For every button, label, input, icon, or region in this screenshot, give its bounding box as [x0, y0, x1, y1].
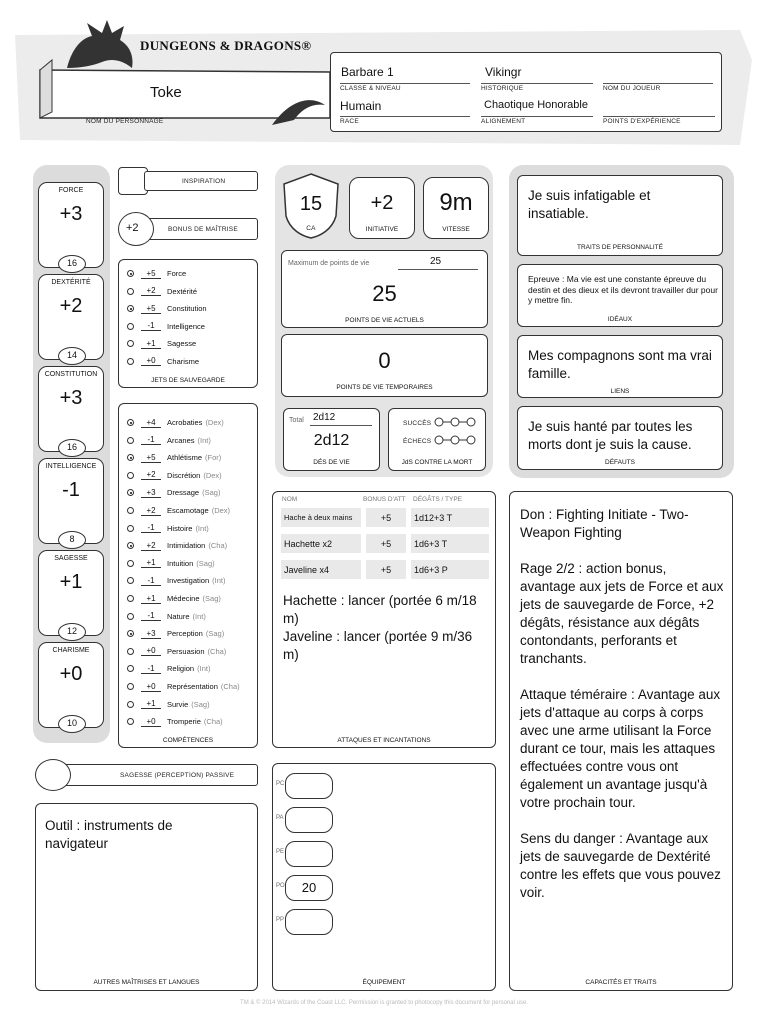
- proficiency-radio[interactable]: [127, 542, 134, 549]
- coin-type-label: PC: [276, 781, 285, 787]
- proficiency-radio[interactable]: [127, 560, 134, 567]
- proficiency-radio[interactable]: [127, 323, 134, 330]
- attack-damage-field[interactable]: 1d6+3 P: [411, 560, 489, 579]
- race-label: RACE: [340, 116, 470, 125]
- skill-ability: (Int): [197, 664, 211, 674]
- skill-ability: (Dex): [203, 470, 222, 480]
- proficiency-radio[interactable]: [127, 288, 134, 295]
- saving-throw-name: Force: [167, 269, 187, 278]
- hp-max-value[interactable]: 25: [430, 256, 442, 267]
- skill-row: [127, 467, 222, 484]
- speed-value[interactable]: 9m: [439, 189, 473, 216]
- death-success-checkboxes[interactable]: [433, 416, 479, 428]
- saving-throw-name: Constitution: [167, 304, 207, 313]
- death-fail-checkboxes[interactable]: [433, 434, 479, 446]
- skill-name: Escamotage: [167, 506, 209, 515]
- attack-bonus-field[interactable]: +5: [366, 560, 406, 579]
- attacks-col-damage: DÉGÂTS / TYPE: [413, 496, 463, 503]
- skill-value[interactable]: +2: [141, 541, 161, 551]
- skill-value[interactable]: +1: [141, 594, 161, 604]
- ability-5-box: [38, 642, 104, 728]
- hit-dice-total-value[interactable]: 2d12: [313, 412, 336, 423]
- footer-copyright: TM & © 2014 Wizards of the Coast LLC. Permission is granted to photocopy this document for personal use.: [240, 1000, 528, 1006]
- hp-max-line: [398, 269, 478, 270]
- skill-name: Arcanes: [167, 435, 195, 445]
- skill-value[interactable]: -1: [141, 576, 161, 586]
- skill-value[interactable]: +0: [141, 682, 161, 692]
- hp-current-value[interactable]: 25: [372, 281, 397, 306]
- coin-pe-field[interactable]: [276, 841, 333, 867]
- skill-row: [127, 590, 221, 607]
- skill-ability: (Dex): [211, 506, 231, 515]
- ability-name: FORCE: [58, 187, 84, 194]
- skill-name: Discrétion: [167, 470, 201, 480]
- initiative-box: [349, 177, 415, 239]
- death-success-label: SUCCÈS: [403, 420, 432, 427]
- skill-name: Survie: [167, 699, 189, 709]
- skill-row: [127, 660, 210, 677]
- attack-bonus-field[interactable]: +5: [366, 508, 406, 527]
- player-name-label: NOM DU JOUEUR: [603, 83, 713, 92]
- character-name-label: NOM DU PERSONNAGE: [86, 118, 164, 125]
- coin-type-label: PP: [276, 917, 285, 923]
- ability-name: CHARISME: [52, 647, 90, 654]
- proficiency-bonus-value[interactable]: +2: [126, 222, 139, 234]
- saving-throw-value[interactable]: +5: [141, 269, 161, 279]
- speed-label: VITESSE: [442, 226, 470, 233]
- skill-name: Acrobaties: [167, 418, 203, 427]
- inspiration-box: [118, 167, 258, 195]
- skill-ability: (Sag): [196, 558, 215, 568]
- skills-box: [118, 403, 258, 748]
- skill-row: [127, 643, 226, 660]
- saving-throw-row: [127, 283, 197, 300]
- coin-type-label: PA: [276, 815, 284, 821]
- passive-perception-field[interactable]: [35, 759, 71, 791]
- ability-score[interactable]: 14: [58, 347, 86, 365]
- saving-throw-name: Charisme: [167, 356, 200, 366]
- proficiency-radio[interactable]: [127, 419, 134, 426]
- proficiency-radio[interactable]: [127, 577, 134, 584]
- skill-ability: (Sag): [202, 488, 221, 498]
- features-traits-box: [509, 491, 733, 991]
- proficiency-bonus-label: BONUS DE MAÎTRISE: [168, 226, 238, 233]
- skill-row: [127, 678, 240, 695]
- saving-throw-value[interactable]: +5: [141, 304, 161, 314]
- skill-row: [127, 449, 221, 466]
- skill-row: [127, 625, 224, 642]
- ability-score[interactable]: 8: [58, 531, 86, 549]
- class-level-label: CLASSE & NIVEAU: [340, 83, 470, 92]
- proficiency-radio[interactable]: [127, 507, 134, 514]
- armor-class-value[interactable]: 15: [299, 193, 323, 215]
- skill-row: [127, 555, 215, 572]
- skill-row: [127, 537, 227, 554]
- ability-modifier[interactable]: +3: [59, 387, 83, 409]
- other-proficiencies-box: [35, 803, 258, 991]
- skill-row: [127, 696, 210, 713]
- attacks-box: [272, 491, 496, 748]
- skill-ability: (Sag): [202, 594, 221, 603]
- saving-throws-box: [118, 259, 258, 388]
- coin-value: 20: [301, 880, 317, 895]
- saving-throw-row: [127, 265, 186, 282]
- personality-traits-box: [517, 175, 723, 256]
- saving-throw-name: Dextérité: [167, 286, 198, 296]
- bonds-text[interactable]: Mes compagnons sont ma vrai famille.: [528, 348, 712, 381]
- ability-score[interactable]: 12: [58, 623, 86, 641]
- proficiency-radio[interactable]: [127, 613, 134, 620]
- ability-2-box: [38, 366, 104, 452]
- skill-value[interactable]: +3: [141, 629, 161, 639]
- ability-modifier[interactable]: -1: [62, 479, 80, 501]
- initiative-value[interactable]: +2: [370, 192, 394, 214]
- personality-traits-label: TRAITS DE PERSONNALITÉ: [577, 244, 663, 251]
- saving-throw-name: Sagesse: [167, 339, 197, 348]
- skill-value[interactable]: +0: [141, 717, 161, 727]
- other-proficiencies-label: AUTRES MAÎTRISES ET LANGUES: [93, 979, 200, 986]
- skill-row: [127, 502, 230, 519]
- hit-dice-total-line: [310, 425, 372, 426]
- skill-value[interactable]: +1: [141, 558, 161, 568]
- background-value[interactable]: Vikingr: [485, 65, 522, 79]
- attack-bonus-field[interactable]: +5: [366, 534, 406, 553]
- attacks-col-bonus: BONUS D'ATT: [363, 496, 406, 503]
- skill-value[interactable]: +2: [141, 470, 161, 480]
- skill-ability: (Sag): [191, 699, 210, 709]
- proficiency-radio[interactable]: [127, 340, 134, 347]
- proficiency-radio[interactable]: [127, 270, 134, 277]
- skill-row: [127, 713, 223, 730]
- skill-value[interactable]: +5: [141, 453, 161, 463]
- ability-3-box: [38, 458, 104, 544]
- skill-ability: (Cha): [208, 541, 228, 551]
- skill-value[interactable]: -1: [141, 435, 161, 445]
- hit-dice-label: DÉS DE VIE: [313, 459, 350, 466]
- xp-label: POINTS D'EXPÉRIENCE: [603, 116, 715, 125]
- skill-ability: (Cha): [207, 646, 227, 656]
- attacks-notes[interactable]: Hachette : lancer (portée 6 m/18 m) Javeline : lancer (portée 9 m/36 m): [283, 593, 477, 662]
- skill-row: [127, 520, 209, 537]
- armor-class-label: CA: [306, 225, 316, 232]
- inspiration-label: INSPIRATION: [182, 178, 226, 185]
- coin-pc-field[interactable]: [276, 773, 333, 799]
- ability-name: INTELLIGENCE: [45, 463, 97, 470]
- death-saves-box: [388, 408, 486, 471]
- saving-throw-value[interactable]: +1: [141, 339, 161, 349]
- ability-modifier[interactable]: +3: [59, 203, 83, 225]
- attack-damage-field[interactable]: 1d12+3 T: [411, 508, 489, 527]
- proficiency-bonus-box: [118, 212, 258, 246]
- saving-throw-row: [127, 300, 207, 317]
- saving-throw-row: [127, 318, 205, 335]
- saving-throw-value[interactable]: +0: [141, 356, 161, 366]
- skill-name: Médecine: [167, 594, 200, 603]
- attacks-col-name: NOM: [282, 496, 298, 503]
- skill-name: Intimidation: [167, 541, 206, 551]
- coin-pp-field[interactable]: [276, 909, 333, 935]
- ability-modifier[interactable]: +2: [59, 295, 83, 317]
- skill-row: [127, 484, 220, 501]
- hp-temp-label: POINTS DE VIE TEMPORAIRES: [336, 384, 433, 391]
- ability-modifier[interactable]: +1: [59, 571, 83, 593]
- skill-name: Perception: [167, 629, 203, 639]
- skill-value[interactable]: -1: [141, 664, 161, 674]
- bonds-label: LIENS: [610, 388, 630, 395]
- passive-perception-label: SAGESSE (PERCEPTION) PASSIVE: [120, 772, 235, 779]
- proficiency-radio[interactable]: [127, 437, 134, 444]
- proficiency-radio[interactable]: [127, 665, 134, 672]
- ability-score[interactable]: 16: [58, 255, 86, 273]
- skill-name: Tromperie: [167, 717, 201, 727]
- ideals-text[interactable]: Epreuve : Ma vie est une constante épreuve du destin et des dieux et ils devront travailler dur pour y mettre fin.: [528, 274, 718, 305]
- skill-value[interactable]: -1: [141, 523, 161, 533]
- skills-label: COMPÉTENCES: [162, 737, 214, 744]
- proficiency-radio[interactable]: [127, 683, 134, 690]
- proficiency-radio[interactable]: [127, 630, 134, 637]
- skill-name: Nature: [167, 611, 190, 621]
- ability-score[interactable]: 16: [58, 439, 86, 457]
- death-fail-label: ÉCHECS: [403, 438, 432, 445]
- saving-throw-name: Intelligence: [167, 321, 205, 331]
- dragon-tail-icon: [270, 95, 330, 130]
- passive-perception-box: [35, 759, 258, 791]
- hit-points-box: [281, 250, 488, 328]
- class-level-value[interactable]: Barbare 1: [341, 65, 394, 79]
- ability-name: DEXTÉRITÉ: [51, 279, 91, 286]
- personality-traits-text[interactable]: Je suis infatigable et insatiable.: [528, 188, 651, 221]
- proficiency-radio[interactable]: [127, 454, 134, 461]
- ability-score[interactable]: 10: [58, 715, 86, 733]
- equipment-label: ÉQUIPEMENT: [362, 979, 406, 986]
- skill-value[interactable]: +3: [141, 488, 161, 498]
- coin-po-field[interactable]: [276, 875, 333, 901]
- race-value[interactable]: Humain: [340, 99, 382, 113]
- skill-name: Investigation: [167, 576, 210, 586]
- attack-name-field[interactable]: Javeline x4: [281, 560, 361, 579]
- speed-box: [423, 177, 489, 239]
- hp-current-label: POINTS DE VIE ACTUELS: [345, 317, 424, 324]
- skill-value[interactable]: +1: [141, 699, 161, 709]
- coin-type-label: PO: [276, 883, 285, 889]
- saving-throw-value[interactable]: +2: [141, 286, 161, 296]
- coin-type-label: PE: [276, 849, 285, 855]
- attacks-label: ATTAQUES ET INCANTATIONS: [337, 737, 431, 744]
- header: [0, 0, 768, 150]
- skill-name: Représentation: [167, 682, 218, 691]
- initiative-label: INITIATIVE: [365, 226, 399, 233]
- hit-dice-total-label: Total: [289, 417, 304, 424]
- skill-ability: (Dex): [205, 418, 224, 427]
- skill-ability: (Sag): [205, 629, 225, 639]
- ability-name: SAGESSE: [54, 555, 88, 562]
- skill-name: Religion: [167, 664, 195, 674]
- skill-value[interactable]: +4: [141, 418, 161, 428]
- skill-ability: (Int): [197, 435, 211, 445]
- proficiency-radio[interactable]: [127, 489, 134, 496]
- skill-row: [127, 432, 211, 449]
- ability-1-box: [38, 274, 104, 360]
- ideals-label: IDÉAUX: [607, 316, 633, 323]
- skill-name: Persuasion: [167, 646, 205, 656]
- saving-throws-label: JETS DE SAUVEGARDE: [151, 377, 225, 384]
- flaws-label: DÉFAUTS: [605, 459, 635, 466]
- proficiency-radio[interactable]: [127, 595, 134, 602]
- skill-ability: (Cha): [220, 682, 240, 691]
- hp-max-label: Maximum de points de vie: [288, 260, 370, 267]
- proficiency-radio[interactable]: [127, 701, 134, 708]
- dragon-logo-icon: [62, 18, 142, 73]
- background-label: HISTORIQUE: [481, 83, 593, 92]
- proficiency-radio[interactable]: [127, 648, 134, 655]
- skill-row: [127, 414, 224, 431]
- skill-ability: (Cha): [203, 717, 223, 727]
- skill-ability: (Int): [195, 523, 209, 533]
- proficiency-radio[interactable]: [127, 358, 134, 365]
- proficiency-radio[interactable]: [127, 525, 134, 532]
- features-traits-label: CAPACITÉS ET TRAITS: [585, 979, 657, 986]
- skill-value[interactable]: +2: [141, 506, 161, 516]
- skill-name: Athlétisme: [167, 453, 203, 463]
- proficiency-radio[interactable]: [127, 305, 134, 312]
- death-saves-label: JdS CONTRE LA MORT: [401, 459, 473, 466]
- attack-name-field[interactable]: Hachette x2: [281, 534, 361, 553]
- skill-value[interactable]: +0: [141, 646, 161, 656]
- alignment-value[interactable]: Chaotique Honorable: [484, 99, 588, 111]
- skill-name: Histoire: [167, 523, 193, 533]
- skill-ability: (For): [205, 453, 222, 463]
- skill-ability: (Int): [212, 576, 226, 586]
- ability-4-box: [38, 550, 104, 636]
- features-traits-text[interactable]: Don : Fighting Initiate - Two-Weapon Fighting Rage 2/2 : action bonus, avantage aux jets de Force et aux jets de sauvegarde de Force, +2 dégâts, résistance aux dégâts contondants, perforants et tranchants. Attaque téméraire : Avantage aux jets d'attaque au corps à corps avec une arme utilisant la Force durant ce tour, mais les attaques effectuées contre vous ont également un avantage jusqu'à votre prochain tour. Sens du danger : Avantage aux jets de sauvegarde de Dextérité contre les effets que vous pouvez voir.: [520, 507, 724, 900]
- skill-name: Dressage: [167, 488, 200, 498]
- skill-row: [127, 572, 225, 589]
- flaws-box: [517, 406, 723, 470]
- bonds-box: [517, 335, 723, 398]
- attack-damage-field[interactable]: 1d6+3 T: [411, 534, 489, 553]
- alignment-label: ALIGNEMENT: [481, 116, 593, 125]
- ability-0-box: [38, 182, 104, 268]
- hp-temp-value[interactable]: 0: [378, 348, 391, 373]
- attack-name-field[interactable]: Hache à deux mains: [281, 508, 361, 527]
- other-proficiencies-text[interactable]: Outil : instruments de navigateur: [45, 818, 173, 851]
- hit-dice-value[interactable]: 2d12: [313, 432, 350, 449]
- skill-row: [127, 608, 206, 625]
- logo-text: DUNGEONS & DRAGONS®: [140, 38, 312, 53]
- saving-throw-value[interactable]: -1: [141, 321, 161, 331]
- proficiency-radio[interactable]: [127, 472, 134, 479]
- skill-ability: (Int): [192, 611, 206, 621]
- character-name[interactable]: Toke: [150, 84, 182, 101]
- skill-name: Intuition: [167, 558, 194, 568]
- coin-pa-field[interactable]: [276, 807, 333, 833]
- saving-throw-row: [127, 353, 199, 370]
- proficiency-radio[interactable]: [127, 718, 134, 725]
- flaws-text[interactable]: Je suis hanté par toutes les morts dont je suis la cause.: [528, 419, 693, 452]
- temp-hit-points-box: [281, 334, 488, 397]
- ability-name: CONSTITUTION: [44, 371, 98, 378]
- hit-dice-box: [283, 408, 380, 471]
- skill-value[interactable]: -1: [141, 611, 161, 621]
- ideals-box: [517, 264, 723, 327]
- ability-modifier[interactable]: +0: [59, 663, 83, 685]
- saving-throw-row: [127, 335, 196, 352]
